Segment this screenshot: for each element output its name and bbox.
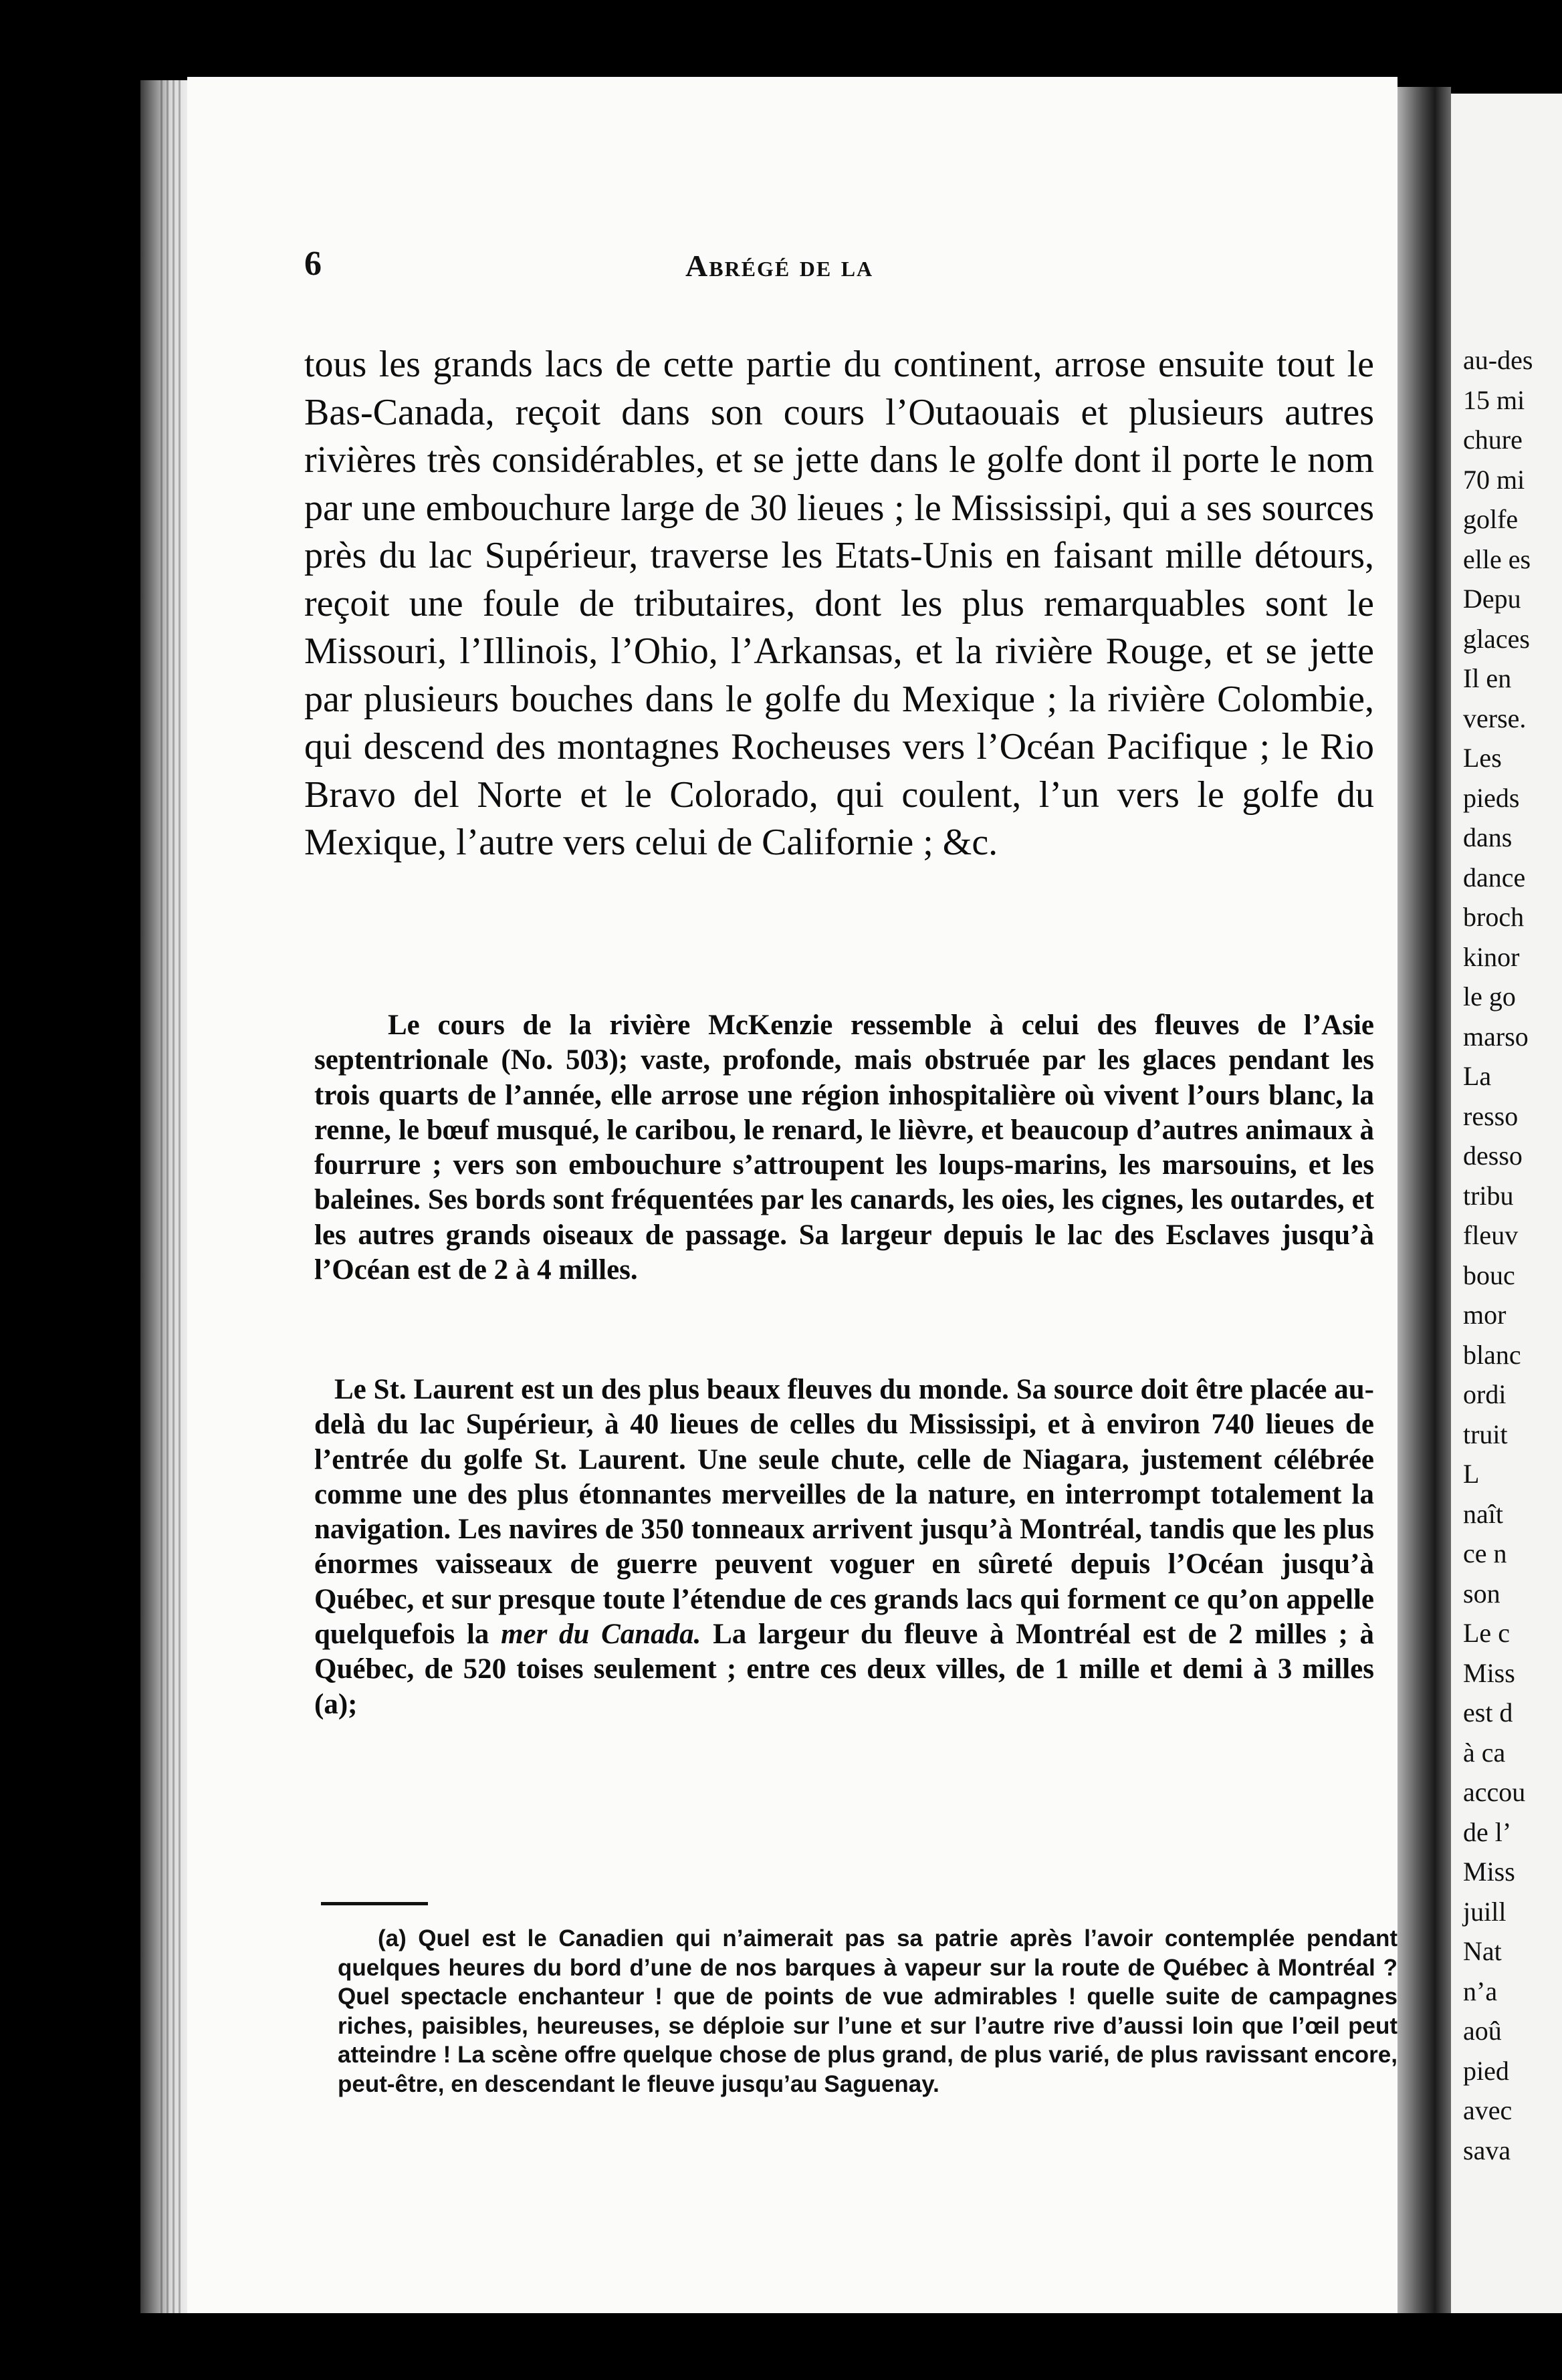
next-page-line: avec <box>1463 2095 1513 2125</box>
next-page-line: 70 mi <box>1463 464 1525 495</box>
main-paragraph-text: tous les grands lacs de cette partie du continent, arrose ensuite tout le Bas-Canada, reçoit dans son cours l’Outaouais et plusieurs autres rivières très considérables, et se jette dans le golfe dont il porte le nom par une embouchure large de 30 lieues ; le Mississipi, qui a ses sources près du lac Supérieur, traverse les Etats-Unis en faisant mille détours, reçoit une foule de tributaires, dont les plus remarquables sont le Missouri, l’Illinois, l’Ohio, l’Arkansas, et la rivière Rouge, et se jette par plusieurs bouches dans le golfe du Mexique ; la rivière Colombie, qui descend des montagnes Rocheuses vers l’Océan Pacifique ; le Rio Bravo del Norte et le Colorado, qui coulent, l’un vers le golfe du Mexique, l’autre vers celui de Californie ; &c. <box>304 344 1374 863</box>
gutter-texture <box>160 80 181 2313</box>
next-page-line: dans <box>1463 822 1513 852</box>
main-paragraph <box>304 341 1374 867</box>
next-page-line: golfe <box>1463 504 1519 534</box>
page-edge-shadow <box>1398 87 1451 2313</box>
next-page-line: L <box>1463 1459 1480 1489</box>
next-page-line: pied <box>1463 2055 1509 2086</box>
next-page-line: au-des <box>1463 345 1533 375</box>
next-page-line: truit <box>1463 1419 1508 1449</box>
next-page-line: de l’ <box>1463 1816 1512 1847</box>
next-page-fragment <box>1451 94 1562 2313</box>
next-page-line: Miss <box>1463 1857 1515 1887</box>
next-page-line: sava <box>1463 2135 1511 2165</box>
paragraph-st-laurent <box>314 1373 1374 1722</box>
next-page-line: chure <box>1463 425 1523 455</box>
next-page-line: Il en <box>1463 663 1512 693</box>
next-page-line: Les <box>1463 743 1502 773</box>
next-page-line: ce n <box>1463 1538 1507 1568</box>
mer-du-canada-italic: mer du Canada. <box>501 1619 701 1651</box>
next-page-line: à ca <box>1463 1737 1506 1768</box>
next-page-line: juill <box>1463 1896 1507 1927</box>
next-page-line: Depu <box>1463 584 1521 614</box>
next-page-line: 15 mi <box>1463 384 1525 415</box>
page-number: 6 <box>304 245 322 283</box>
next-page-line: kinor <box>1463 941 1520 972</box>
paragraph-mckenzie: Le cours de la rivière McKenzie ressemble à celui des fleuves de l’Asie septentrionale (No. 503); vaste, profonde, mais obstruée par les glaces pendant les trois quarts de l’année, elle arrose une région inhospitalière où vivent l’ours blanc, la renne, le bœuf musqué, le caribou, le renard, le lièvre, et beaucoup d’autres animaux à fourrure ; vers son embouchure s’attroupent les loups-marins, les marsouins, et les baleines. Ses bords sont fréquentées par les canards, les oies, les cignes, les outardes, et les autres grands oiseaux de passage. Sa largeur depuis le lac des Esclaves jusqu’à l’Océan est de 2 à 4 milles. <box>314 1009 1374 1286</box>
next-page-line: est d <box>1463 1697 1513 1728</box>
next-page-line: n’a <box>1463 1976 1498 2006</box>
next-page-line: son <box>1463 1578 1500 1609</box>
next-page-line: marso <box>1463 1021 1529 1052</box>
next-page-line: La <box>1463 1061 1492 1091</box>
paragraph-st-laurent-part-2: La largeur du fleuve à Montréal est de 2 milles ; à Québec, de 520 toises seulement ; entre ces deux villes, de 1 mille et demi à 3 milles (a); <box>314 1619 1374 1720</box>
next-page-line: accou <box>1463 1777 1526 1807</box>
next-page-line: blanc <box>1463 1339 1521 1370</box>
next-page-line: Le c <box>1463 1618 1510 1648</box>
running-head-title: Abrégé de la <box>685 249 874 283</box>
next-page-line: dance <box>1463 862 1526 892</box>
running-head <box>304 244 1374 291</box>
next-page-line: desso <box>1463 1141 1523 1171</box>
next-page-line: naît <box>1463 1498 1503 1529</box>
next-page-line: glaces <box>1463 623 1530 654</box>
next-page-line: Miss <box>1463 1657 1515 1688</box>
next-page-line: pieds <box>1463 782 1520 813</box>
next-page-line: fleuv <box>1463 1220 1519 1250</box>
footnote-rule <box>321 1902 428 1905</box>
next-page-line: broch <box>1463 902 1525 932</box>
next-page-line: tribu <box>1463 1180 1514 1211</box>
next-page-line: resso <box>1463 1100 1519 1131</box>
next-page-line: ordi <box>1463 1379 1507 1409</box>
next-page-line: Nat <box>1463 1936 1502 1966</box>
next-page-line: le go <box>1463 981 1516 1012</box>
next-page-line: bouc <box>1463 1260 1515 1290</box>
next-page-line: elle es <box>1463 544 1531 574</box>
paragraph-st-laurent-part-1: Le St. Laurent est un des plus beaux fleuves du monde. Sa source doit être placée au-delà du lac Supérieur, à 40 lieues de celles du Mississipi, et à environ 740 lieues de l’entrée du golfe St. Laurent. Une seule chute, celle de Niagara, justement célébrée comme une des plus étonnantes merveilles de la nature, en interrompt totalement la navigation. Les navires de 350 tonneaux arrivent jusqu’à Montréal, tandis que les plus énormes vaisseaux de guerre peuvent voguer en sûreté depuis l’Océan jusqu’à Québec, et sur presque toute l’étendue de ces grands lacs qui forment ce qu’on appelle quelquefois la <box>314 1374 1374 1651</box>
next-page-line: aoû <box>1463 2016 1502 2046</box>
footnote: (a) Quel est le Canadien qui n’aimerait pas sa patrie après l’avoir contemplée pendant quelques heures du bord d’une de nos barques à vapeur sur la route de Québec à Montréal ? Quel spectacle enchanteur ! que de points de vue admirables ! quelle suite de campagnes riches, paisibles, heureuses, se déploie sur l’une et sur l’autre rive d’aussi loin que l’œil peut atteindre ! La scène offre quelque chose de plus grand, de plus varié, de plus ravissant encore, peut-être, en descendant le fleuve jusqu’au Saguenay. <box>338 1925 1398 2097</box>
next-page-line: mor <box>1463 1300 1507 1330</box>
next-page-line: verse. <box>1463 703 1527 733</box>
